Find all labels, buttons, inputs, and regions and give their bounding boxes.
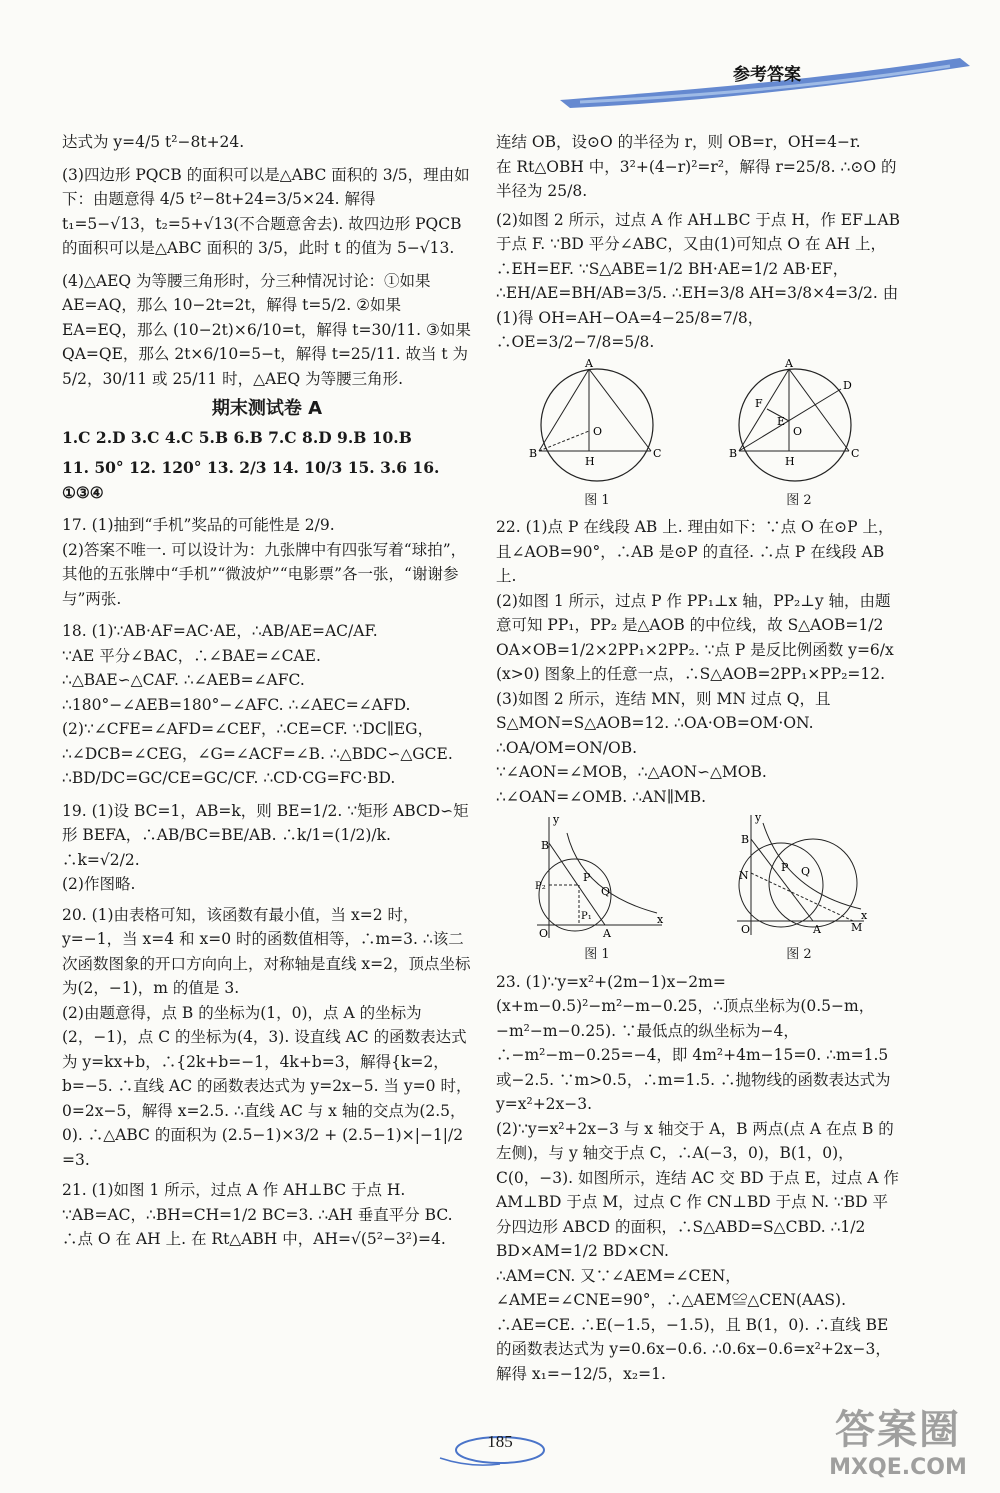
page-number: 185 — [487, 1432, 513, 1451]
figure-1-circle — [527, 359, 667, 514]
svg-text:N: N — [739, 869, 749, 882]
watermark-logo: 答案圈 — [835, 1407, 961, 1453]
question-21: ∴点 O 在 AH 上. 在 Rt△ABH 中，AH=√(5²−3²)=4. — [62, 1230, 446, 1248]
svg-text:A: A — [813, 923, 821, 936]
question-19: (2)作图略. — [62, 875, 136, 893]
watermark — [808, 1398, 988, 1488]
question-20: 20. (1)由表格可知，该函数有最小值，当 x=2 时，y=−1，当 x=4 和 x=0 时的函数值相等，∴m=3. ∴该二次函数图象的开口方向向上，对称轴是直线 x=2，顶点坐标为(2，−1)，m 的值是 3. — [62, 905, 471, 997]
svg-text:A: A — [603, 927, 611, 940]
question-22: (3)如图 2 所示，连结 MN，则 MN 过点 Q，且 S△MON=S△AOB=12. ∴OA·OB=OM·ON. ∴OA/OM=ON/OB. — [496, 689, 831, 757]
paragraph: 连结 OB，设⊙O 的半径为 r，则 OB=r，OH=4−r. — [496, 133, 861, 151]
svg-text:F: F — [755, 396, 763, 410]
paragraph: 在 Rt△OBH 中，3²+(4−r)²=r²，解得 r=25/8. ∴⊙O 的半径为 25/8. — [496, 157, 897, 200]
svg-text:P₁: P₁ — [581, 911, 592, 922]
question-18: (2)∵∠CFE=∠AFD=∠CEF，∴CE=CF. ∵DC∥EG，∴∠DCB=∠CEG，∠G=∠ACF=∠B. ∴△BDC∽△GCE. ∴BD/DC=GC/CE=GC/CF. ∴CD·CG=FC·BD. — [62, 720, 453, 787]
svg-text:y: y — [755, 813, 762, 824]
question-22: 22. (1)点 P 在线段 AB 上. 理由如下：∵点 O 在⊙P 上，且∠AOB=90°，∴AB 是⊙P 的直径. ∴点 P 在线段 AB 上. — [496, 518, 894, 585]
figure-caption: 图 1 — [584, 947, 610, 962]
question-22: ∴∠OAN=∠OMB. ∴AN∥MB. — [496, 787, 707, 806]
svg-text:H: H — [785, 454, 795, 468]
hyperbola-circle-diagram — [527, 813, 667, 943]
circle-bisector-diagram — [729, 359, 869, 489]
svg-text:O: O — [539, 927, 549, 940]
question-17: 17. (1)抽到“手机”奖品的可能性是 2/9. — [62, 516, 335, 534]
section-title: 期末测试卷 A — [211, 398, 323, 419]
svg-text:P: P — [583, 871, 591, 884]
svg-text:B: B — [741, 833, 750, 846]
figure-caption: 图 2 — [786, 492, 812, 508]
paragraph: 达式为 y=4/5 t²−8t+24. — [62, 133, 245, 151]
question-22: ∵∠AON=∠MOB，∴△AON∽△MOB. — [496, 763, 767, 781]
svg-text:x: x — [861, 909, 868, 922]
svg-text:Q: Q — [801, 865, 811, 878]
svg-text:y: y — [553, 813, 560, 826]
question-21: ∵AB=AC，∴BH=CH=1/2 BC=3. ∴AH 垂直平分 BC. — [62, 1205, 453, 1224]
svg-text:x: x — [657, 913, 664, 926]
svg-text:B: B — [541, 839, 550, 852]
question-22: (2)如图 1 所示，过点 P 作 PP₁⊥x 轴，PP₂⊥y 轴，由题意可知 PP₁，PP₂ 是△AOB 的中位线，故 S△AOB=1/2 OA×OB=1/2×2PP₁×2PP₂. ∵点 P 是反比例函数 y=6/x (x>0) 图象上的任意一点，∴S△AOB=2PP₁×PP₂=12. — [496, 591, 894, 683]
svg-text:C: C — [653, 446, 662, 460]
answer-line: 1.C 2.D 3.C 4.C 5.B 6.B 7.C 8.D 9.B 10.B — [62, 427, 412, 447]
figure-row-circles — [496, 359, 900, 514]
figure-row-hyperbola — [496, 813, 900, 968]
figure-caption: 图 2 — [786, 947, 812, 962]
question-18: ∴180°−∠AEB=180°−∠AFC. ∴∠AEC=∠AFD. — [62, 695, 411, 714]
svg-text:D: D — [843, 378, 852, 392]
question-23: (2)∵y=x²+2x−3 与 x 轴交于 A，B 两点(点 A 在点 B 的左侧)，与 y 轴交于点 C，∴A(−3，0)，B(1，0)，C(0，−3). 如图所示，连结 AC 交 BD 于点 E，过点 A 作 AM⊥BD 于点 M，过点 C 作 CN⊥BD 于点 N. ∵BD 平分四边形 ABCD 的面积，∴S△ABD=S△CBD. ∴1/2 BD×AM=1/2 BD×CN. — [496, 1119, 899, 1260]
svg-text:A: A — [785, 358, 793, 370]
question-23: 23. (1)∵y=x²+(2m−1)x−2m=(x+m−0.5)²−m²−m−0.25，∴顶点坐标为(0.5−m，−m²−m−0.25). ∵最低点的纵坐标为−4，∴−m²−m−0.25=−4，即 4m²+4m−15=0. ∴m=1.5 或−2.5. ∵m>0.5，∴m=1.5. ∴抛物线的函数表达式为 y=x²+2x−3. — [496, 972, 891, 1113]
figure-caption: 图 1 — [584, 492, 610, 508]
watermark-url: MXQE.COM — [829, 1455, 967, 1480]
header-title: 参考答案 — [733, 65, 801, 85]
svg-text:B: B — [529, 446, 538, 460]
left-column — [62, 130, 472, 1252]
svg-text:M: M — [851, 921, 863, 934]
question-21: 21. (1)如图 1 所示，过点 A 作 AH⊥BC 于点 H. — [62, 1181, 406, 1199]
figure-2-circle — [729, 359, 869, 514]
question-18: 18. (1)∵AB·AF=AC·AE，∴AB/AE=AC/AF. — [62, 622, 378, 640]
answer-line: 11. 50° 12. 120° 13. 2/3 14. 10/3 15. 3.6 16. ①③④ — [62, 458, 440, 502]
svg-text:C: C — [851, 446, 860, 460]
question-23: ∴AM=CN. 又∵∠AEM=∠CEN，∠AME=∠CNE=90°，∴△AEM≌△CEN(AAS). ∴AE=CE. ∴E(−1.5，−1.5)，且 B(1，0). ∴直线 BE 的函数表达式为 y=0.6x−0.6. ∴0.6x−0.6=x²+2x−3，解得 x₁=−12/5，x₂=1. — [496, 1266, 891, 1383]
circle-triangle-diagram — [527, 359, 667, 489]
question-17: (2)答案不唯一. 可以设计为：九张牌中有四张写着“球拍”，其他的五张牌中“手机”“微波炉”“电影票”各一张，“谢谢参与”两张. — [62, 540, 467, 608]
question-19: 19. (1)设 BC=1，AB=k，则 BE=1/2. ∵矩形 ABCD∽矩形 BEFA，∴AB/BC=BE/AB. ∴k/1=(1/2)/k. ∴k=√2/2. — [62, 801, 469, 869]
paragraph: (4)△AEQ 为等腰三角形时，分三种情况讨论：①如果 AE=AQ，那么 10−2t=2t，解得 t=5/2. ②如果 EA=EQ，那么 (10−2t)×6/10=t，解得 t=30/11. ③如果 QA=QE，那么 2t×6/10=5−t，解得 t=25/11. 故当 t 为 5/2，30/11 或 25/11 时，△AEQ 为等腰三角形. — [62, 271, 471, 388]
svg-text:Q: Q — [601, 885, 611, 898]
question-18: ∴△BAE∽△CAF. ∴∠AEB=∠AFC. — [62, 671, 305, 689]
question-20: (2)由题意得，点 B 的坐标为(1，0)，点 A 的坐标为(2，−1)，点 C 的坐标为(4，3). 设直线 AC 的函数表达式为 y=kx+b，∴{2k+b=−1，4k+b=3，解得{k=2，b=−5. ∴直线 AC 的函数表达式为 y=2x−5. 当 y=0 时，0=2x−5，解得 x=2.5. ∴直线 AC 与 x 轴的交点为(2.5，0). ∴△ABC 的面积为 (2.5−1)×3/2 + (2.5−1)×|−1|/2 =3. — [62, 1003, 472, 1169]
paragraph: (3)四边形 PQCB 的面积可以是△ABC 面积的 3/5，理由如下：由题意得 4/5 t²−8t+24=3/5×24. 解得 t₁=5−√13，t₂=5+√13(不合题意舍去). 故四边形 PQCB 的面积可以是△ABC 面积的 3/5，此时 t 的值为 5−√13. — [62, 165, 470, 257]
figure-1-hyperbola — [527, 813, 667, 968]
svg-text:E: E — [777, 414, 786, 428]
svg-text:P: P — [781, 861, 789, 874]
svg-text:B: B — [729, 446, 738, 460]
hyperbola-two-circles-diagram — [729, 813, 869, 943]
svg-text:P₂: P₂ — [535, 881, 546, 892]
svg-text:O: O — [793, 424, 803, 438]
right-column — [496, 130, 900, 1386]
paragraph: (2)如图 2 所示，过点 A 作 AH⊥BC 于点 H，作 EF⊥AB 于点 F. ∵BD 平分∠ABC，又由(1)可知点 O 在 AH 上，∴EH=EF. ∵S△ABE=1/2 BH·AE=1/2 AB·EF，∴EH/AE=BH/AB=3/5. ∴EH=3/8 AH=3/8×4=3/2. 由(1)得 OH=AH−OA=4−25/8=7/8，∴OE=3/2−7/8=5/8. — [496, 210, 900, 351]
svg-text:O: O — [593, 424, 603, 438]
figure-2-hyperbola — [729, 813, 869, 968]
question-18: ∵AE 平分∠BAC，∴∠BAE=∠CAE. — [62, 646, 321, 665]
svg-text:O: O — [741, 923, 751, 936]
svg-text:H: H — [585, 454, 595, 468]
svg-text:A: A — [585, 358, 593, 370]
